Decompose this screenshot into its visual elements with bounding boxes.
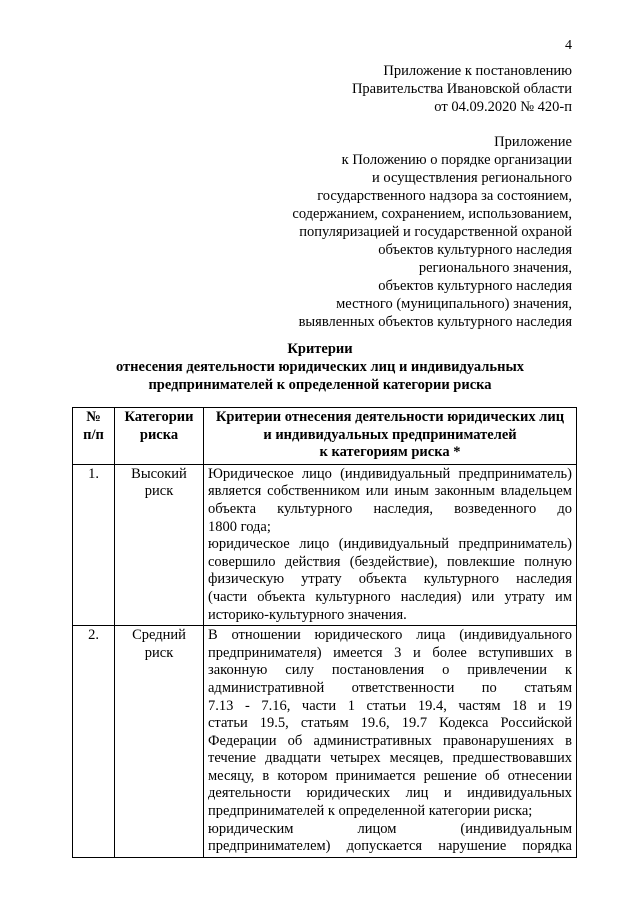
appendix-resolution-block xyxy=(352,62,572,116)
appendix-regulation-line: местного (муниципального) значения, xyxy=(336,296,572,312)
appendix-regulation-block xyxy=(292,133,572,331)
criteria-line: Юридическое лицо (индивидуальный предприниматель) xyxy=(208,465,572,482)
header-category xyxy=(115,408,204,465)
criteria-line: 1800 года; xyxy=(208,518,271,535)
header-criteria-line: Критерии отнесения деятельности юридических лиц xyxy=(215,409,565,425)
appendix-regulation-line: государственного надзора за состоянием, xyxy=(317,188,572,204)
table-row xyxy=(73,464,577,625)
header-num xyxy=(73,408,115,465)
criteria-line: течение двадцати четырех месяцев, предшествовавших xyxy=(208,750,572,767)
row-criteria xyxy=(204,464,577,625)
title-line: Критерии xyxy=(287,341,353,357)
table-header-row xyxy=(73,408,577,465)
header-criteria xyxy=(204,408,577,465)
criteria-line: предпринимателей к определенной категории риска; xyxy=(208,803,533,820)
criteria-line: предпринимателя) имеется 3 и более вступивших в xyxy=(208,644,572,661)
criteria-line: деятельности юридических лиц и индивидуальных xyxy=(208,785,572,802)
criteria-line: историко-культурного значения. xyxy=(208,606,407,623)
criteria-line: является собственником или иным законным владельцем xyxy=(208,483,572,500)
appendix-resolution-line: Приложение к постановлению xyxy=(383,63,572,79)
appendix-regulation-line: регионального значения, xyxy=(418,260,572,276)
risk-criteria-table xyxy=(72,407,577,858)
row-criteria xyxy=(204,626,577,858)
criteria-line: месяцу, в котором принимается решение об отнесении xyxy=(208,767,572,784)
document-title xyxy=(60,340,580,394)
row-num: 1. xyxy=(73,464,115,625)
criteria-line: (части объекта культурного наследия) или утрату им xyxy=(208,588,572,605)
title-line: отнесения деятельности юридических лиц и индивидуальных xyxy=(115,359,525,375)
appendix-regulation-line: и осуществления регионального xyxy=(371,170,572,186)
criteria-line: статьи 19.5, статьям 19.6, 19.7 Кодекса Российской xyxy=(208,715,572,732)
title-line: предпринимателей к определенной категории риска xyxy=(148,377,492,393)
criteria-line: Федерации об административных правонарушениях в xyxy=(208,732,572,749)
criteria-line: объекта культурного наследия, возведенного до xyxy=(208,500,572,517)
criteria-line: юридическое лицо (индивидуальный предприниматель) xyxy=(208,536,572,553)
row-category xyxy=(115,464,204,625)
header-criteria-line: к категориям риска * xyxy=(319,444,461,461)
row-category xyxy=(115,626,204,858)
appendix-resolution-line: Правительства Ивановской области xyxy=(351,81,572,97)
header-criteria-line: и индивидуальных предпринимателей xyxy=(263,426,517,443)
appendix-regulation-line: объектов культурного наследия xyxy=(378,278,572,294)
row-category-line: риск xyxy=(144,483,174,500)
appendix-regulation-line: популяризацией и государственной охраной xyxy=(299,224,572,240)
appendix-regulation-line: к Положению о порядке организации xyxy=(341,152,572,168)
criteria-line: юридическим лицом (индивидуальным xyxy=(208,820,572,837)
criteria-line: В отношении юридического лица (индивидуального xyxy=(208,627,572,644)
appendix-regulation-line: выявленных объектов культурного наследия xyxy=(298,314,572,330)
row-category-line: Средний xyxy=(132,627,186,644)
appendix-regulation-line: объектов культурного наследия xyxy=(378,242,572,258)
criteria-line: административной ответственности по статьям xyxy=(208,679,572,696)
row-category-line: риск xyxy=(144,644,174,661)
criteria-line: 7.13 - 7.16, части 1 статьи 19.4, частям 18 и 19 xyxy=(208,697,572,714)
row-num: 2. xyxy=(73,626,115,858)
criteria-line: физическую утрату объекта культурного наследия xyxy=(208,571,572,588)
header-category-line: Категории xyxy=(124,409,194,425)
row-category-line: Высокий xyxy=(131,465,187,482)
appendix-regulation-line: содержанием, сохранением, использованием, xyxy=(292,206,572,222)
header-num-line: № xyxy=(86,409,101,425)
page-number: 4 xyxy=(565,38,572,53)
appendix-resolution-line: от 04.09.2020 № 420-п xyxy=(434,99,572,115)
appendix-regulation-line: Приложение xyxy=(494,134,572,150)
criteria-line: законную силу постановления о привлечении к xyxy=(208,662,572,679)
criteria-line: предпринимателем) допускается нарушение порядка xyxy=(208,838,572,855)
header-num-line: п/п xyxy=(83,426,104,443)
criteria-line: совершило действия (бездействие), повлекшие полную xyxy=(208,553,572,570)
table-row xyxy=(73,626,577,858)
header-category-line: риска xyxy=(139,426,179,443)
